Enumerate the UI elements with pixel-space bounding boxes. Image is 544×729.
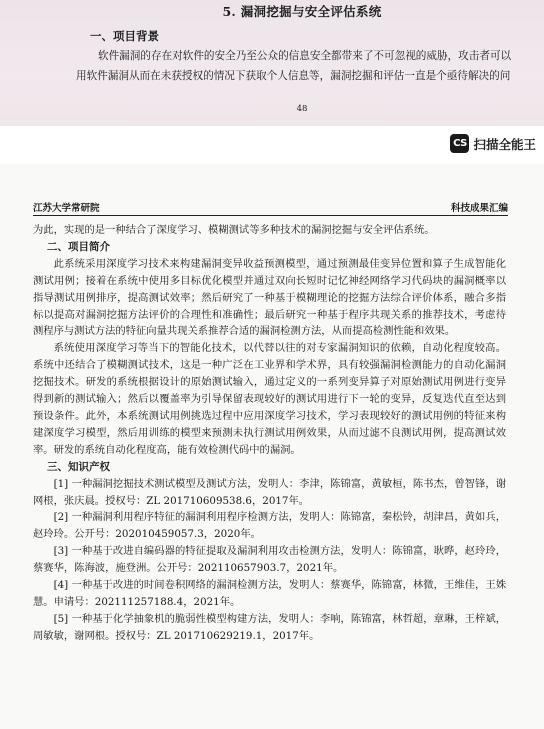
section-heading-intro: 二、项目简介 [47,240,110,253]
document-page [0,164,544,729]
running-header [33,200,508,214]
watermark-label: 扫描全能王 [473,136,536,152]
header-institution: 江苏大学常研院 [33,203,100,214]
intro-paragraph: 为此，实现的是一种结合了深度学习、模糊测试等多种技术的漏洞挖掘与安全评估系统。 [33,224,435,236]
section-heading-background: 一、项目背景 [90,29,159,43]
page-number: 48 [296,104,308,114]
header-rule [33,215,508,216]
patent-item-2: [2] 一种漏洞利用程序特征的漏洞利用程序检测方法，发明人：陈锦富，秦松铃，胡津昌，黄如兵，赵玲玲。公开号：202010459057.3，2020年。 [33,511,506,541]
intro-body-paragraph-2: 系统使用深度学习等当下的智能化技术，以代替以往的对专家漏洞知识的依赖，自动化程度较高。系统中还结合了模糊测试技术，这是一种广泛在工业界和学术界，具有较强漏洞检测能力的自动化漏洞挖掘技术。研发的系统根据设计的原始测试输入，通过定义的一系列变异算子对原始测试用例进行变异得到新的测试输入；然后以覆盖率为引导保留表现较好的测试用进行下一轮的变异，反复迭代直至达到预设条件。此外，本系统测试用例挑选过程中应用深度学习技术，学习表现较好的测试用例的特征来构建深度学习模型，然后用训练的模型来预测未执行测试用例效果，从而过滤不良测试用例，提高测试效率。研发的系统自动化程度高，能有效检测代码中的漏洞。 [33,342,506,456]
background-text-line-2: 用软件漏洞从而在未获授权的情况下获取个人信息等，漏洞挖掘和评估一直是个亟待解决的问 [76,70,511,82]
patent-item-5: [5] 一种基于化学抽象机的脆弱性模型构建方法，发明人：李响，陈锦富，林哲超，章琳，王梓斌，周敏敏，谢网根。授权号：ZL 201710629219.1，2017年。 [33,612,506,642]
header-collection: 科技成果汇编 [450,203,508,214]
patent-item-3: [3] 一种基于改进自编码器的特征提取及漏洞利用攻击检测方法，发明人：陈锦富，耿晔，赵玲玲，蔡赛华，陈海波，施登洲。公开号：202110657903.7，2021年。 [33,545,506,575]
patent-item-1: [1] 一种漏洞挖掘技术测试模型及测试方法，发明人：李津，陈锦富，黄敏桓，陈书杰，曾智锋，谢网根，张庆晨。授权号：ZL 201710609538.6，2017年。 [33,477,506,507]
patent-item-4: [4] 一种基于改进的时间卷积网络的漏洞检测方法，发明人：蔡赛华，陈锦富，林微，王维佳，王姝慧。申请号：202111257188.4，2021年。 [33,579,506,608]
chapter-title: 5. 漏洞挖掘与安全评估系统 [222,4,382,19]
camscanner-logo-icon: CS [450,134,469,153]
scanner-watermark [450,134,536,153]
intro-body-paragraph-1: 此系统采用深度学习技术来构建漏洞变异收益预测模型，通过预测最佳变异位置和算子生成智能化测试用例；接着在系统中使用多目标优化模型并通过双向长短时记忆神经网络学习代码块的漏洞概率以指导测试用例排序，提高测试效率；然后研究了一种基于模糊理论的挖掘方法综合评价体系，融合多指标以提高对漏洞挖掘方法评价的合理性和准确性；最后研究一种基于程序共现关系的推荐技术，考虑待测程序与测试方法的特征向量共现关系推荐合适的漏洞检测方法，从而提高检测性能和效果。 [33,257,506,338]
section-heading-ip: 三、知识产权 [47,460,110,473]
background-text-line-1: 软件漏洞的存在对软件的安全乃至公众的信息安全都带来了不可忽视的威胁，攻击者可以 [98,50,512,62]
previous-page-fragment [0,0,544,126]
page-body [33,222,506,645]
